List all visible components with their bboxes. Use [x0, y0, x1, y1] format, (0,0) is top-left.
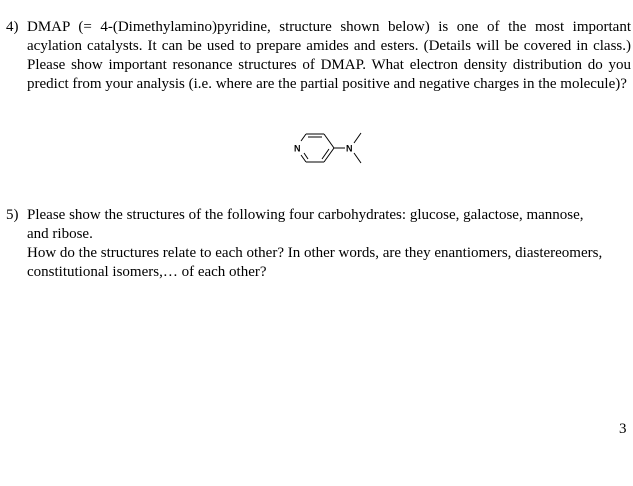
ring-bond: [324, 148, 334, 162]
ring-bond: [301, 134, 306, 141]
ring-double-bond: [304, 153, 308, 159]
ring-bond: [301, 155, 306, 162]
question-4-text: DMAP (= 4-(Dimethylamino)pyridine, structure shown below) is one of the most important acylation catalysts. It can be used to prepare amides and esters. (Details will be covered in class.) Please show important resonance structures of DMAP. What electron density distribution do you predict from your analysis (i.e. where are the partial positive and negative charges in the molecule)?: [27, 19, 631, 92]
dmap-structure-drawing: [288, 124, 378, 188]
ring-double-bond: [322, 149, 329, 159]
question-5-body: [27, 206, 606, 282]
question-5-paragraph-2: How do the structures relate to each other? In other words, are they enantiomers, diastereomers, constitutional isomers,… of each other?: [27, 245, 603, 280]
question-5-paragraph-1: Please show the structures of the following four carbohydrates: glucose, galactose, mannose, and ribose.: [27, 207, 584, 242]
methyl-bond: [354, 153, 361, 163]
question-4: [6, 18, 631, 94]
question-5: [6, 206, 606, 282]
page-number: 3: [619, 421, 627, 437]
amine-nitrogen-label: N: [346, 143, 353, 154]
methyl-bond: [354, 133, 361, 143]
ring-nitrogen-label: N: [294, 143, 301, 154]
question-4-number: 4): [6, 19, 19, 35]
question-5-number: 5): [6, 207, 19, 223]
ring-bond: [324, 134, 334, 148]
dmap-structure: [288, 124, 378, 188]
